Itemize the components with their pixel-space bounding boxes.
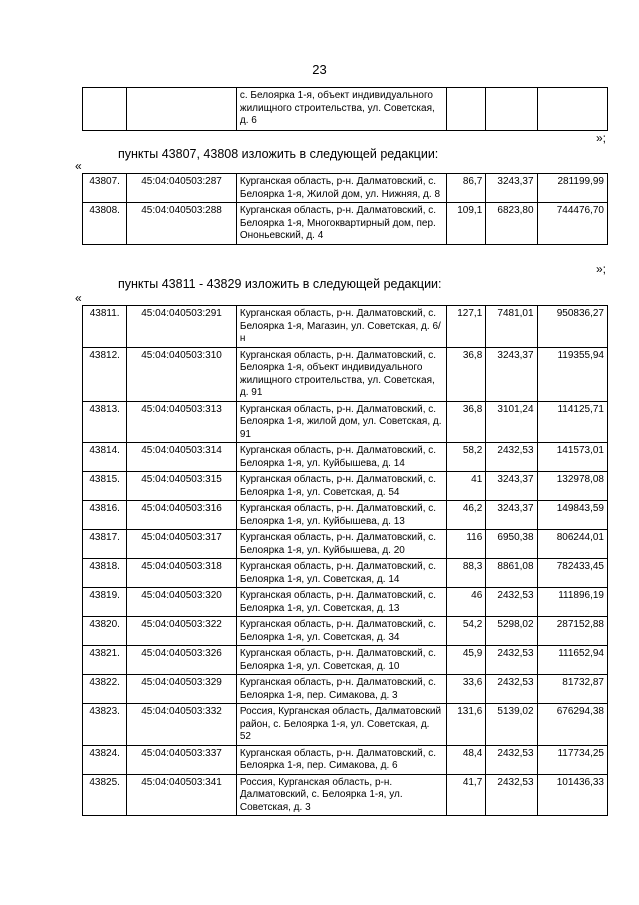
cell-area: 48,4 — [447, 745, 486, 774]
cell-area: 131,6 — [447, 704, 486, 746]
cell-rate: 6823,80 — [486, 203, 537, 245]
cell-area: 41 — [447, 472, 486, 501]
table-row — [83, 704, 608, 746]
cell-address: Курганская область, р-н. Далматовский, с. Белоярка 1-я, ул. Советская, д. 13 — [236, 588, 446, 617]
cell-address: Курганская область, р-н. Далматовский, с. Белоярка 1-я, ул. Советская, д. 10 — [236, 646, 446, 675]
paragraph-2: пункты 43811 - 43829 изложить в следующей редакции: — [118, 277, 442, 291]
closing-quote: »; — [596, 131, 607, 145]
cell-address: с. Белоярка 1-я, объект индивидуального жилищного строительства, ул. Советская, д. 6 — [236, 88, 446, 131]
cell-rate — [486, 88, 537, 131]
cell-rate: 5139,02 — [486, 704, 537, 746]
cell-num: 43813. — [83, 401, 127, 443]
cell-value: 119355,94 — [537, 347, 607, 401]
cell-address: Россия, Курганская область, Далматовский район, с. Белоярка 1-я, ул. Советская, д. 52 — [236, 704, 446, 746]
cell-address: Курганская область, р-н. Далматовский, с. Белоярка 1-я, ул. Куйбышева, д. 13 — [236, 501, 446, 530]
cell-value: 101436,33 — [537, 774, 607, 816]
cell-value: 149843,59 — [537, 501, 607, 530]
cell-cadastral: 45:04:040503:332 — [127, 704, 237, 746]
cell-area: 36,8 — [447, 401, 486, 443]
table-row — [83, 675, 608, 704]
cell-rate: 3243,37 — [486, 174, 537, 203]
cell-area: 109,1 — [447, 203, 486, 245]
cell-cadastral: 45:04:040503:287 — [127, 174, 237, 203]
cell-num — [83, 88, 127, 131]
cell-area: 45,9 — [447, 646, 486, 675]
cell-address: Курганская область, р-н. Далматовский, с. Белоярка 1-я, жилой дом, ул. Советская, д. 91 — [236, 401, 446, 443]
cell-num: 43817. — [83, 530, 127, 559]
paragraph-1: пункты 43807, 43808 изложить в следующей редакции: — [118, 147, 439, 161]
cell-area: 36,8 — [447, 347, 486, 401]
cell-value: 676294,38 — [537, 704, 607, 746]
cell-num: 43815. — [83, 472, 127, 501]
cell-cadastral: 45:04:040503:322 — [127, 617, 237, 646]
cell-cadastral: 45:04:040503:310 — [127, 347, 237, 401]
cell-num: 43823. — [83, 704, 127, 746]
cell-num: 43814. — [83, 443, 127, 472]
cell-num: 43819. — [83, 588, 127, 617]
cell-cadastral: 45:04:040503:320 — [127, 588, 237, 617]
cell-rate: 3243,37 — [486, 501, 537, 530]
cell-area: 54,2 — [447, 617, 486, 646]
cell-address: Курганская область, р-н. Далматовский, с. Белоярка 1-я, ул. Куйбышева, д. 14 — [236, 443, 446, 472]
cell-cadastral: 45:04:040503:326 — [127, 646, 237, 675]
opening-quote: « — [75, 159, 82, 173]
cell-num: 43811. — [83, 306, 127, 348]
cell-area: 58,2 — [447, 443, 486, 472]
cell-rate: 6950,38 — [486, 530, 537, 559]
fragment-table — [82, 87, 608, 131]
closing-quote-2: »; — [596, 262, 607, 276]
cell-value: 806244,01 — [537, 530, 607, 559]
cell-value: 744476,70 — [537, 203, 607, 245]
cell-rate: 2432,53 — [486, 745, 537, 774]
cell-rate: 2432,53 — [486, 588, 537, 617]
cell-cadastral: 45:04:040503:337 — [127, 745, 237, 774]
table-row — [83, 401, 608, 443]
cell-value: 111652,94 — [537, 646, 607, 675]
cell-value: 81732,87 — [537, 675, 607, 704]
cell-cadastral: 45:04:040503:288 — [127, 203, 237, 245]
cell-area: 33,6 — [447, 675, 486, 704]
cell-num: 43824. — [83, 745, 127, 774]
table-43807 — [82, 173, 608, 245]
cell-area: 46 — [447, 588, 486, 617]
cell-cadastral: 45:04:040503:317 — [127, 530, 237, 559]
table-row — [83, 617, 608, 646]
table-row — [83, 203, 608, 245]
cell-rate: 7481,01 — [486, 306, 537, 348]
cell-value — [537, 88, 607, 131]
cell-cadastral: 45:04:040503:316 — [127, 501, 237, 530]
cell-rate: 5298,02 — [486, 617, 537, 646]
opening-quote-2: « — [75, 291, 82, 305]
cell-rate: 2432,53 — [486, 774, 537, 816]
cell-cadastral — [127, 88, 237, 131]
cell-address: Курганская область, р-н. Далматовский, с. Белоярка 1-я, объект индивидуального жилищного строительства, ул. Советская, д. 91 — [236, 347, 446, 401]
cell-num: 43825. — [83, 774, 127, 816]
cell-rate: 2432,53 — [486, 675, 537, 704]
page-number: 23 — [312, 62, 327, 77]
cell-num: 43822. — [83, 675, 127, 704]
cell-rate: 3243,37 — [486, 347, 537, 401]
cell-cadastral: 45:04:040503:318 — [127, 559, 237, 588]
cell-value: 281199,99 — [537, 174, 607, 203]
cell-area — [447, 88, 486, 131]
cell-value: 287152,88 — [537, 617, 607, 646]
table-row — [83, 174, 608, 203]
cell-area: 88,3 — [447, 559, 486, 588]
cell-value: 132978,08 — [537, 472, 607, 501]
table-row — [83, 443, 608, 472]
cell-num: 43818. — [83, 559, 127, 588]
table-row — [83, 646, 608, 675]
cell-value: 111896,19 — [537, 588, 607, 617]
cell-cadastral: 45:04:040503:313 — [127, 401, 237, 443]
table-row — [83, 745, 608, 774]
cell-rate: 2432,53 — [486, 443, 537, 472]
cell-value: 950836,27 — [537, 306, 607, 348]
cell-address: Курганская область, р-н. Далматовский, с. Белоярка 1-я, ул. Советская, д. 54 — [236, 472, 446, 501]
table-row — [83, 347, 608, 401]
cell-rate: 3243,37 — [486, 472, 537, 501]
cell-area: 86,7 — [447, 174, 486, 203]
cell-cadastral: 45:04:040503:291 — [127, 306, 237, 348]
cell-address: Курганская область, р-н. Далматовский, с. Белоярка 1-я, ул. Советская, д. 34 — [236, 617, 446, 646]
cell-cadastral: 45:04:040503:314 — [127, 443, 237, 472]
cell-address: Россия, Курганская область, р-н. Далматовский, с. Белоярка 1-я, ул. Советская, д. 3 — [236, 774, 446, 816]
cell-address: Курганская область, р-н. Далматовский, с. Белоярка 1-я, Магазин, ул. Советская, д. 6/н — [236, 306, 446, 348]
table-row — [83, 306, 608, 348]
cell-address: Курганская область, р-н. Далматовский, с. Белоярка 1-я, пер. Симакова, д. 3 — [236, 675, 446, 704]
table-row — [83, 472, 608, 501]
cell-num: 43821. — [83, 646, 127, 675]
cell-value: 114125,71 — [537, 401, 607, 443]
cell-cadastral: 45:04:040503:341 — [127, 774, 237, 816]
cell-address: Курганская область, р-н. Далматовский, с. Белоярка 1-я, Многоквартирный дом, пер. Ононьевский, д. 4 — [236, 203, 446, 245]
cell-value: 782433,45 — [537, 559, 607, 588]
cell-value: 117734,25 — [537, 745, 607, 774]
table-43811 — [82, 305, 608, 816]
cell-address: Курганская область, р-н. Далматовский, с. Белоярка 1-я, ул. Куйбышева, д. 20 — [236, 530, 446, 559]
cell-num: 43807. — [83, 174, 127, 203]
table-row — [83, 774, 608, 816]
cell-num: 43820. — [83, 617, 127, 646]
cell-address: Курганская область, р-н. Далматовский, с. Белоярка 1-я, Жилой дом, ул. Нижняя, д. 8 — [236, 174, 446, 203]
cell-area: 46,2 — [447, 501, 486, 530]
cell-num: 43812. — [83, 347, 127, 401]
table-row — [83, 530, 608, 559]
cell-address: Курганская область, р-н. Далматовский, с. Белоярка 1-я, ул. Советская, д. 14 — [236, 559, 446, 588]
cell-area: 116 — [447, 530, 486, 559]
cell-value: 141573,01 — [537, 443, 607, 472]
cell-num: 43816. — [83, 501, 127, 530]
table-row — [83, 88, 608, 131]
cell-area: 41,7 — [447, 774, 486, 816]
cell-rate: 8861,08 — [486, 559, 537, 588]
table-row — [83, 501, 608, 530]
table-row — [83, 588, 608, 617]
cell-area: 127,1 — [447, 306, 486, 348]
cell-rate: 2432,53 — [486, 646, 537, 675]
cell-num: 43808. — [83, 203, 127, 245]
cell-cadastral: 45:04:040503:329 — [127, 675, 237, 704]
cell-address: Курганская область, р-н. Далматовский, с. Белоярка 1-я, пер. Симакова, д. 6 — [236, 745, 446, 774]
cell-cadastral: 45:04:040503:315 — [127, 472, 237, 501]
cell-rate: 3101,24 — [486, 401, 537, 443]
table-row — [83, 559, 608, 588]
